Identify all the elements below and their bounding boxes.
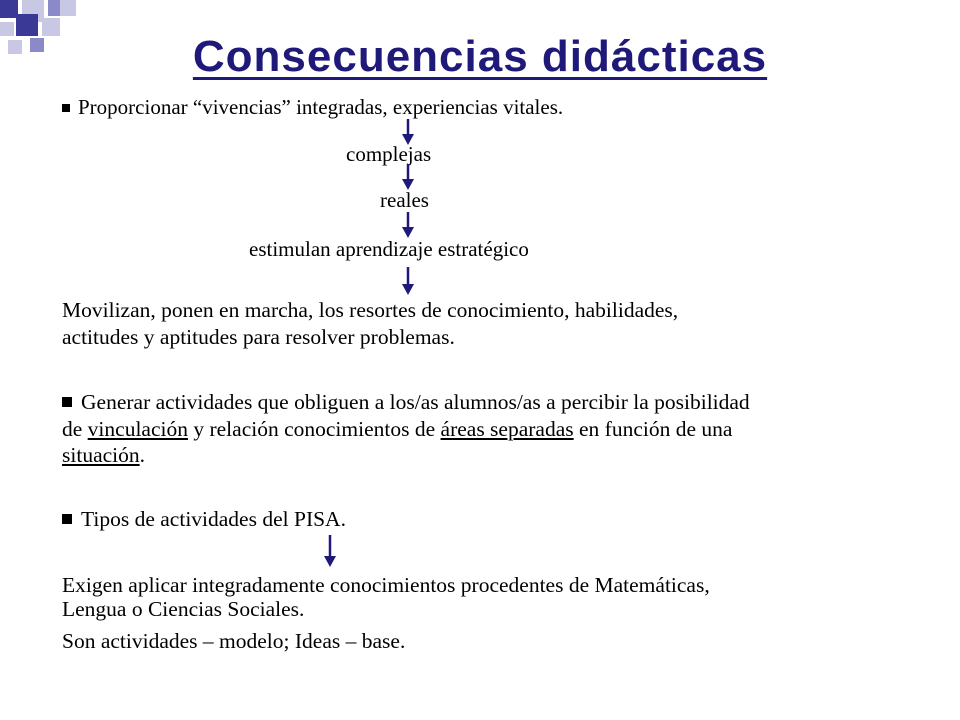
bullet-text: Generar actividades que obliguen a los/as alumnos/as a percibir la posibilidad <box>81 390 750 414</box>
flow-step-reales: reales <box>380 188 429 212</box>
text-run: y relación conocimientos de <box>187 417 441 441</box>
down-arrow-icon <box>402 267 414 295</box>
bullet-text: Tipos de actividades del PISA. <box>81 507 346 531</box>
text-run: . <box>139 443 145 467</box>
square-bullet-icon <box>62 397 72 407</box>
bullet-item-generar-line3 <box>62 442 145 468</box>
bullet-item-vivencias <box>62 94 563 120</box>
bullet-item-pisa <box>62 506 346 532</box>
deco-square <box>60 0 76 16</box>
flow-step-estimulan: estimulan aprendizaje estratégico <box>249 237 529 261</box>
down-arrow-icon <box>324 535 336 567</box>
paragraph-movilizan-line2: actitudes y aptitudes para resolver problemas. <box>62 325 455 349</box>
bullet-item-generar-line1 <box>62 389 750 415</box>
down-arrow-icon <box>402 212 414 238</box>
square-bullet-icon <box>62 104 70 112</box>
paragraph-exigen-line3: Son actividades – modelo; Ideas – base. <box>62 629 406 653</box>
text-run: de <box>62 417 88 441</box>
underlined-term-areas-separadas: áreas separadas <box>440 417 574 441</box>
paragraph-exigen-line2: Lengua o Ciencias Sociales. <box>62 597 305 621</box>
bullet-item-generar-line2 <box>62 416 732 442</box>
paragraph-movilizan-line1: Movilizan, ponen en marcha, los resortes de conocimiento, habilidades, <box>62 298 679 322</box>
square-bullet-icon <box>62 514 72 524</box>
underlined-term-situacion: situación <box>62 443 140 467</box>
slide-title: Consecuencias didácticas <box>192 32 768 81</box>
bullet-text: Proporcionar “vivencias” integradas, experiencias vitales. <box>78 95 564 119</box>
text-run: en función de una <box>573 417 733 441</box>
underlined-term-vinculacion: vinculación <box>87 417 188 441</box>
paragraph-exigen-line1: Exigen aplicar integradamente conocimientos procedentes de Matemáticas, <box>62 573 710 597</box>
flow-step-complejas: complejas <box>346 142 432 166</box>
